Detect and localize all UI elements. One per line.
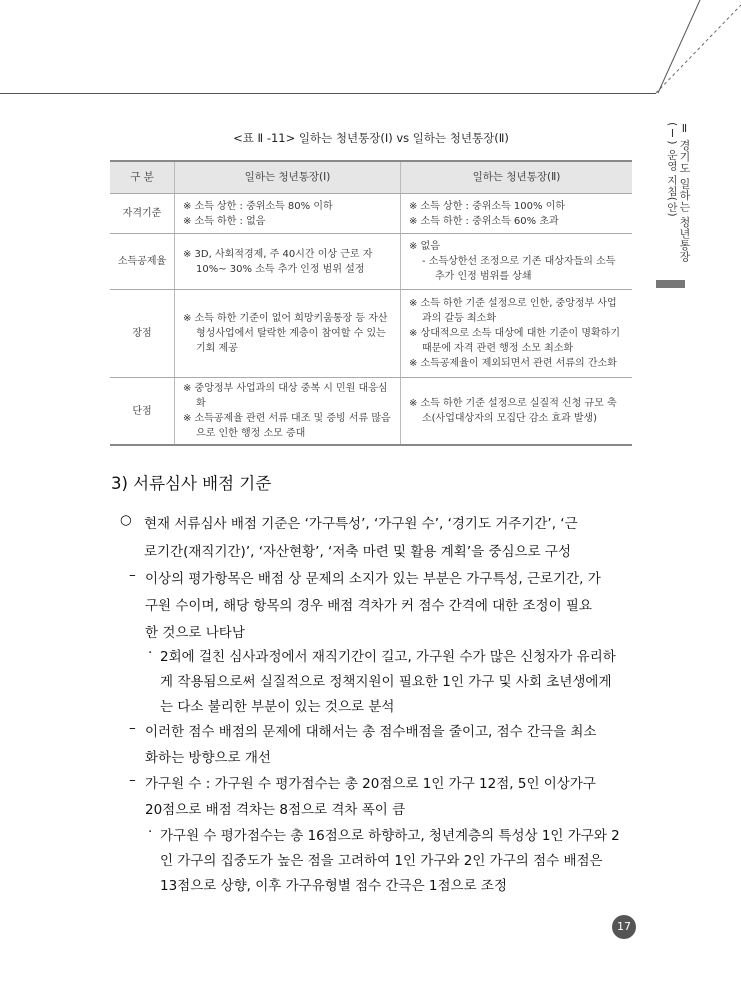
table-header-account2: 일하는 청년통장(Ⅱ) bbox=[401, 161, 633, 194]
side-chapter-tab bbox=[668, 122, 690, 282]
cell-note: ※ 소득 하한 기준 설정으로 인한, 중앙정부 사업과의 갈등 최소화 bbox=[409, 298, 617, 324]
body-line: 2회에 걸친 심사과정에서 재직기간이 길고, 가구원 수가 많은 신청자가 유리하 bbox=[160, 649, 616, 665]
row-cell-col1 bbox=[175, 234, 401, 290]
dot-bullet: · bbox=[148, 645, 153, 661]
row-label: 단점 bbox=[110, 378, 175, 446]
table-row bbox=[110, 194, 632, 234]
body-line: 구원 수이며, 해당 항목의 경우 배점 격차가 커 점수 간격에 대한 조정이 필요 bbox=[145, 598, 593, 614]
body-line: 는 다소 불리한 부분이 있는 것으로 분석 bbox=[160, 699, 395, 715]
cell-note: ※ 3D, 사회적경제, 주 40시간 이상 근로 자 10%~ 30% 소득 추가 인정 범위 설정 bbox=[183, 248, 373, 275]
row-cell-col1 bbox=[175, 194, 401, 234]
row-label: 자격기준 bbox=[110, 194, 175, 234]
body-line: 인 가구의 집중도가 높은 점을 고려하여 1인 가구와 2인 가구의 점수 배점은 bbox=[160, 853, 603, 869]
table-header-row bbox=[110, 161, 632, 194]
table-caption: <표 Ⅱ -11> 일하는 청년통장(Ⅰ) vs 일하는 청년통장(Ⅱ) bbox=[233, 131, 509, 145]
side-tab-line2: 운영 지침(안) bbox=[666, 149, 678, 218]
row-cell-col1 bbox=[175, 290, 401, 378]
dash-bullet: – bbox=[129, 567, 136, 583]
cell-note: ※ 상대적으로 소득 대상에 대한 기준이 명확하기 때문에 자격 관련 행정 소모 최소화 bbox=[409, 328, 620, 354]
cell-note: ※ 소득공제율이 제외되면서 관련 서류의 간소화 bbox=[409, 358, 617, 369]
cell-note: ※ 소득 상한 : 중위소득 80% 이하 bbox=[183, 200, 333, 212]
dash-bullet: – bbox=[129, 772, 136, 788]
table-row bbox=[110, 378, 632, 446]
cell-note: ※ 소득 하한 : 없음 bbox=[183, 215, 266, 227]
table-header-account1: 일하는 청년통장(Ⅰ) bbox=[175, 161, 401, 194]
dash-bullet: – bbox=[129, 720, 136, 736]
table-row bbox=[110, 234, 632, 290]
body-line: 게 작용됨으로써 실질적으로 정책지원이 필요한 1인 가구 및 사회 초년생에게 bbox=[160, 674, 612, 690]
table-row bbox=[110, 290, 632, 378]
body-line: 가구원 수 평가점수는 총 16점으로 하향하고, 청년계층의 특성상 1인 가구와 2 bbox=[160, 828, 620, 844]
row-cell-col2 bbox=[401, 290, 633, 378]
page-number: 17 bbox=[612, 915, 636, 939]
row-cell-col1 bbox=[175, 378, 401, 446]
cell-note: ※ 소득 하한 기준이 없어 희망키움통장 등 자산형성사업에서 탈락한 계층이 참여할 수 있는 기회 제공 bbox=[183, 313, 388, 354]
dot-bullet: · bbox=[148, 824, 153, 840]
table-header-category: 구 분 bbox=[110, 161, 175, 194]
row-cell-col2 bbox=[401, 378, 633, 446]
body-line: 가구원 수 : 가구원 수 평가점수는 총 20점으로 1인 가구 12점, 5인 이상가구 bbox=[145, 776, 596, 792]
cell-note: - 소득상한선 조정으로 기존 대상자들의 소득 추가 인정 범위를 상쇄 bbox=[422, 256, 616, 282]
circle-bullet: ○ bbox=[120, 512, 132, 528]
header-rule bbox=[0, 93, 656, 94]
body-line: 로기간(재직기간)’, ‘자산현황’, ‘저축 마련 및 활용 계획’을 중심으로 구성 bbox=[144, 544, 572, 560]
cell-note: ※ 없음 bbox=[409, 241, 440, 252]
section-title: 3) 서류심사 배점 기준 bbox=[111, 474, 272, 493]
cell-note: ※ 소득 상한 : 중위소득 100% 이하 bbox=[409, 200, 566, 212]
body-line: 이상의 평가항목은 배점 상 문제의 소지가 있는 부분은 가구특성, 근로기간, 가 bbox=[145, 571, 601, 587]
body-line: 이러한 점수 배점의 문제에 대해서는 총 점수배점을 줄이고, 점수 간극을 최소 bbox=[145, 724, 597, 740]
row-label: 소득공제율 bbox=[110, 234, 175, 290]
body-line: 화하는 방향으로 개선 bbox=[145, 750, 271, 766]
side-tab-line1: Ⅱ 경기도 일하는 청년통장(Ⅰ) bbox=[666, 122, 691, 263]
cell-note: ※ 소득 하한 기준 설정으로 실질적 신청 규모 축소(사업대상자의 모집단 감소 효과 발생) bbox=[409, 398, 617, 424]
side-tab-bar bbox=[656, 280, 685, 288]
comparison-table bbox=[110, 160, 632, 446]
body-line: 13점으로 상향, 이후 가구유형별 점수 간극은 1점으로 조정 bbox=[160, 878, 507, 894]
row-cell-col2 bbox=[401, 234, 633, 290]
cell-note: ※ 중앙정부 사업과의 대상 중복 시 민원 대응심화 bbox=[183, 383, 388, 409]
body-line: 한 것으로 나타남 bbox=[145, 625, 245, 641]
cell-note: ※ 소득 하한 : 중위소득 60% 초과 bbox=[409, 215, 559, 227]
row-label: 장점 bbox=[110, 290, 175, 378]
body-line: 현재 서류심사 배점 기준은 ‘가구특성’, ‘가구원 수’, ‘경기도 거주기간’, ‘근 bbox=[144, 516, 578, 532]
cell-note: ※ 소득공제율 관련 서류 대조 및 증빙 서류 많음으로 인한 행정 소모 증대 bbox=[183, 413, 391, 439]
row-cell-col2 bbox=[401, 194, 633, 234]
body-line: 20점으로 배점 격차는 8점으로 격차 폭이 큼 bbox=[145, 802, 406, 818]
page-corner-fold bbox=[640, 0, 741, 100]
